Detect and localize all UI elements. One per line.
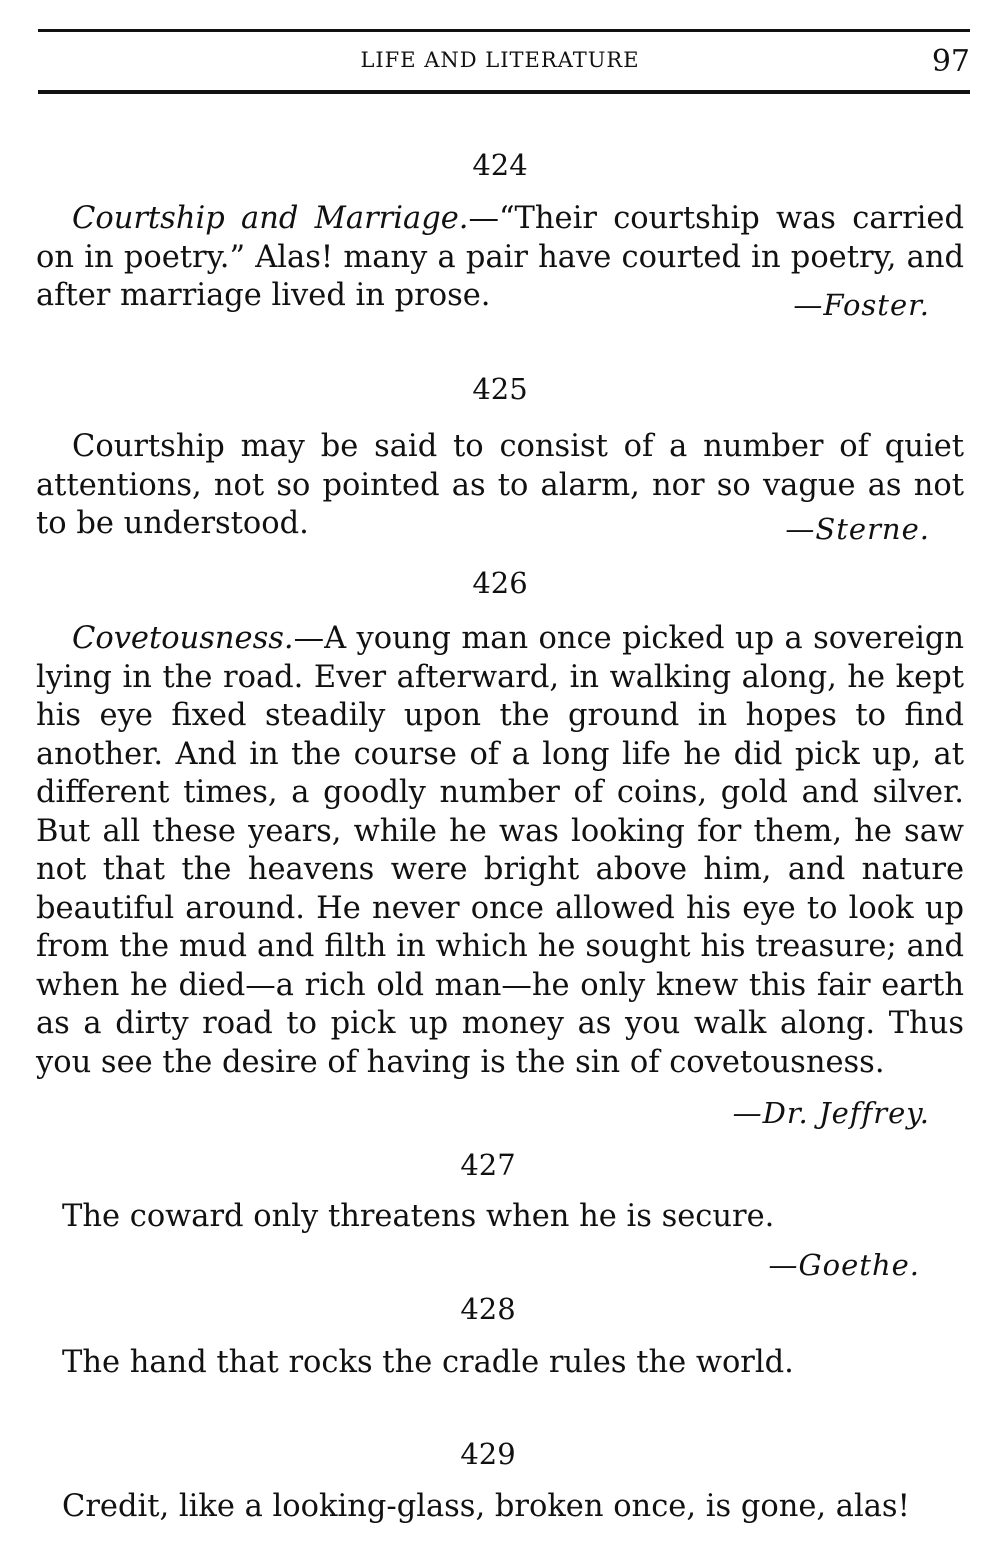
entry-426-body: —A young man once picked up a sovereign lying in the road. Ever afterward, in walking along, he kept his eye fixed steadily upon the ground in hopes to find another. And in the course of a long life he did pick up, at different times, a goodly number of coins, gold and silver. But all these years, while he was looking for them, he saw not that the heavens were bright above him, and nature beautiful around. He never once allowed his eye to look up from the mud and filth in which he sought his treasure; and when he died—a rich old man—he only knew this fair earth as a dirty road to pick up money as you walk along. Thus you see the desire of having is the sin of covetousness.	[36, 621, 964, 1080]
entry-number-427: 427	[460, 1148, 516, 1182]
page-number: 97	[931, 44, 970, 79]
header-bottom-rule	[38, 90, 970, 94]
entry-424-lead: Courtship and Marriage.	[72, 201, 469, 236]
entry-428-text: The hand that rocks the cradle rules the world.	[62, 1345, 794, 1380]
entry-number-428: 428	[460, 1292, 516, 1326]
entry-425-text: Courtship may be said to consist of a number of quiet attentions, not so pointed as to alarm, nor so vague as not to be understood.	[36, 429, 964, 541]
entry-425-attribution: —Sterne.	[785, 512, 930, 546]
entry-number-425: 425	[472, 372, 528, 406]
entry-number-426: 426	[472, 566, 528, 600]
running-title: LIFE AND LITERATURE	[360, 48, 640, 72]
entry-number-424: 424	[472, 148, 528, 182]
entry-number-429: 429	[460, 1437, 516, 1471]
entry-426-text	[36, 620, 964, 1082]
header-top-rule	[38, 29, 970, 32]
entry-427-attribution: —Goethe.	[768, 1248, 920, 1282]
entry-429-text: Credit, like a looking-glass, broken once, is gone, alas!	[62, 1489, 910, 1524]
entry-427-text: The coward only threatens when he is secure.	[62, 1199, 775, 1234]
entry-426-lead: Covetousness.	[72, 621, 294, 656]
entry-424-body: —“Their courtship was carried on in poetry.” Alas! many a pair have courted in poetry, and after marriage lived in prose.	[36, 201, 964, 313]
entry-424-attribution: —Foster.	[793, 288, 930, 322]
entry-426-attribution: —Dr. Jeffrey.	[732, 1096, 930, 1130]
